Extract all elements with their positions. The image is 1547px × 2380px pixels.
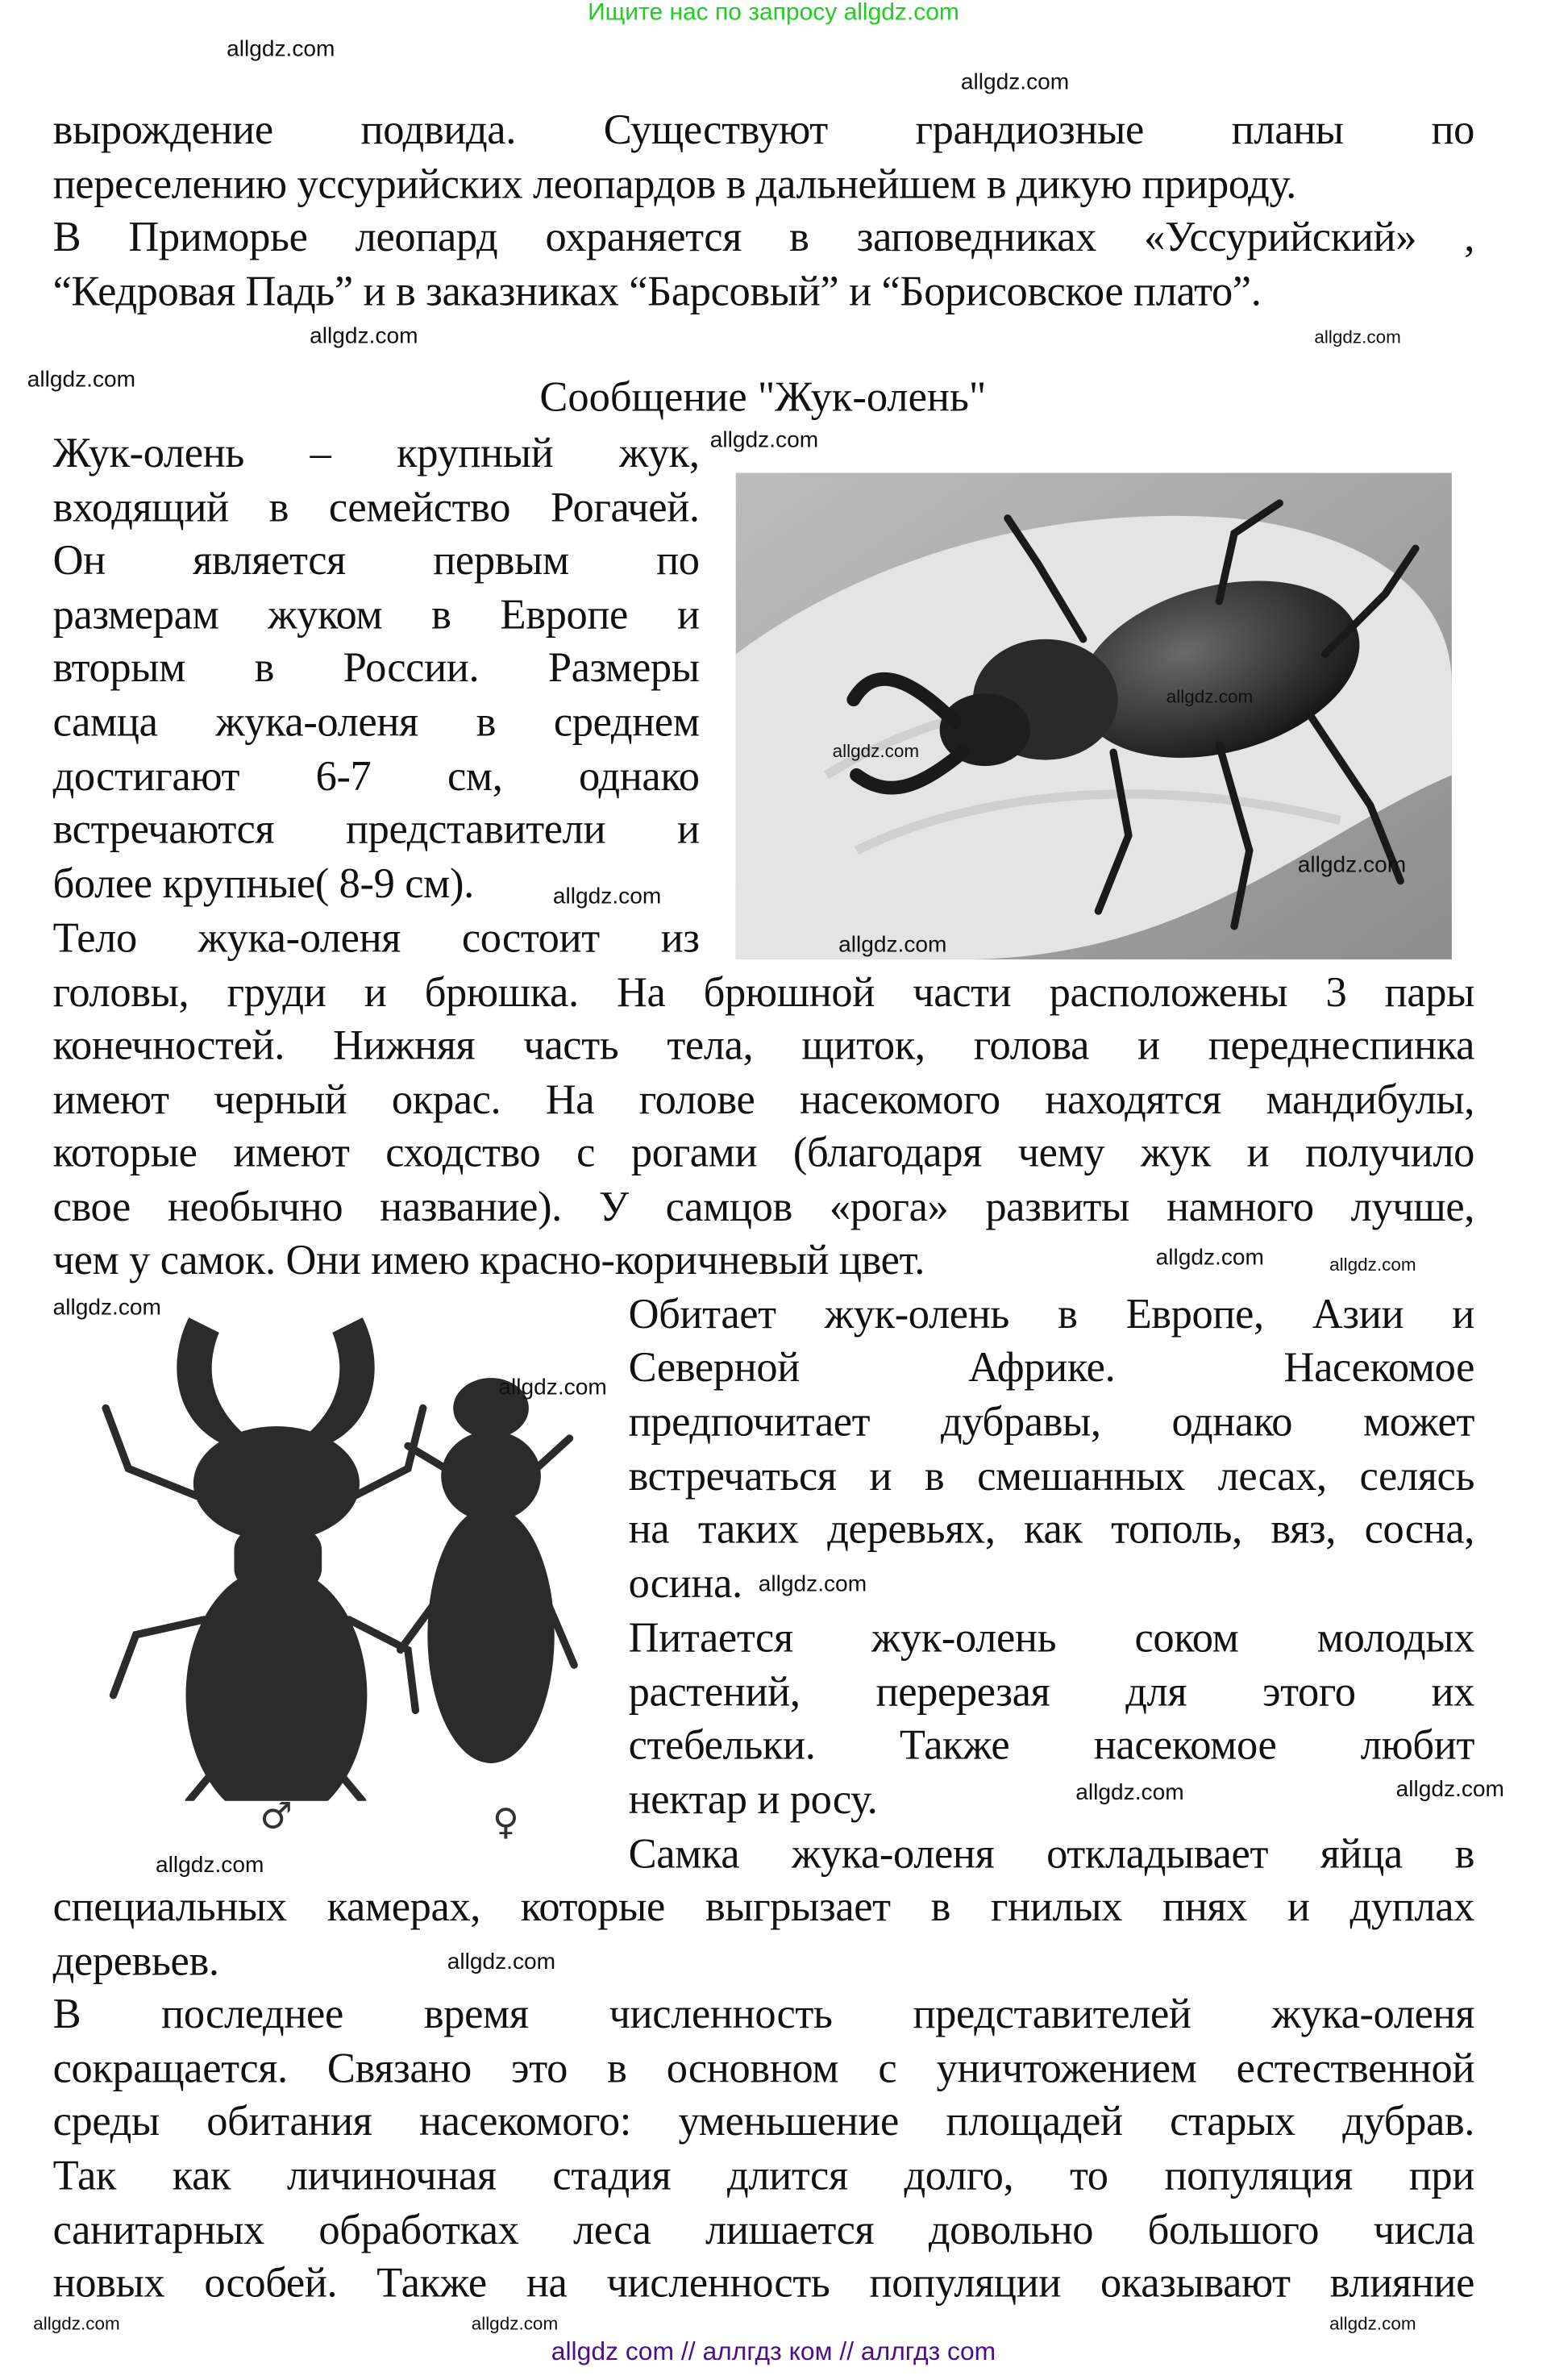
text-line: Самка жука-оленя откладывает яйца в [628,1831,1475,1879]
watermark: allgdz.com [1329,1254,1416,1275]
text-line: В Приморье леопард охраняется в заповедниках «Уссурийский» , [52,214,1475,262]
watermark: allgdz.com [447,1949,556,1975]
text-line: имеют черный окрас. На голове насекомого находятся мандибулы, [52,1077,1475,1125]
text-line: Обитает жук-олень в Европе, Азии и [628,1292,1475,1339]
text-line: Он является первым по [52,538,700,585]
text-line: вырождение подвида. Существуют грандиозные планы по [52,107,1475,155]
text-line: среды обитания насекомого: уменьшение площадей старых дубрав. [52,2098,1475,2146]
text-line: свое необычно название). У самцов «рога» развиты намного лучше, [52,1184,1475,1232]
text-line: самца жука-оленя в среднем [52,699,700,747]
text-line: на таких деревьях, как тополь, вяз, сосна, [628,1506,1475,1554]
watermark: allgdz.com [227,35,335,62]
text-line: вторым в России. Размеры [52,645,700,693]
watermark: allgdz.com [498,1375,607,1401]
text-line: конечностей. Нижняя часть тела, щиток, голова и переднеспинка [52,1022,1475,1070]
watermark: allgdz.com [709,427,819,454]
text-line: нектар и росу. [628,1776,878,1824]
watermark: allgdz.com [1155,1245,1264,1271]
watermark: allgdz.com [1297,851,1407,878]
watermark: allgdz.com [1395,1776,1504,1803]
text-line: переселению уссурийских леопардов в дальнейшем в дикую природу. [52,161,1296,209]
watermark: allgdz.com [33,2313,120,2335]
text-line: осина. [628,1560,742,1608]
watermark: allgdz.com [471,2313,559,2335]
text-line: головы, груди и брюшка. На брюшной части расположены 3 пары [52,970,1475,1017]
footer-banner[interactable]: allgdz com // аллгдз ком // аллгдз com [551,2337,996,2366]
watermark: allgdz.com [1329,2313,1416,2335]
watermark: allgdz.com [1314,326,1401,348]
watermark: allgdz.com [310,323,418,349]
text-line: растений, перерезая для этого их [628,1669,1475,1716]
text-line: более крупные( 8-9 см). [52,861,474,909]
watermark: allgdz.com [27,367,136,393]
text-line: специальных камерах, которые выгрызает в гнилых пнях и дуплах [52,1883,1475,1931]
text-line: “Кедровая Падь” и в заказниках “Барсовый” и “Борисовское плато”. [52,268,1262,316]
watermark: allgdz.com [52,1295,161,1321]
watermark: allgdz.com [1166,685,1254,708]
watermark: allgdz.com [758,1571,867,1597]
header-banner[interactable]: Ищите нас по запросу allgdz.com [588,0,959,26]
text-line: новых особей. Также на численность популяции оказывают влияние [52,2260,1475,2307]
text-line: размерам жуком в Европе и [52,592,700,639]
text-line: которые имеют сходство с рогами (благодаря чему жук и получило [52,1130,1475,1177]
text-line: В последнее время численность представителей жука-оленя [52,1991,1475,2039]
text-line: встречаются представители и [52,806,700,854]
text-line: Тело жука-оленя состоит из [52,915,700,963]
watermark: allgdz.com [832,740,920,762]
watermark: allgdz.com [156,1852,264,1879]
watermark: allgdz.com [960,69,1070,96]
text-line: санитарных обработках леса лишается довольно большого числа [52,2207,1475,2255]
text-line: сокращается. Связано это в основном с уничтожением естественной [52,2045,1475,2093]
text-line: достигают 6-7 см, однако [52,754,700,801]
text-line: предпочитает дубравы, однако может [628,1399,1475,1446]
text-line: Питается жук-олень соком молодых [628,1615,1475,1662]
watermark: allgdz.com [1075,1779,1184,1806]
text-line: чем у самок. Они имею красно-коричневый цвет. [52,1237,925,1284]
beetle-on-hand-photo [736,473,1452,959]
text-line: Так как личиночная стадия длится долго, то популяция при [52,2153,1475,2200]
text-line: деревьев. [52,1938,219,1986]
male-symbol: ♂ [260,1795,293,1837]
female-symbol: ♀ [492,1800,519,1844]
text-line: стебельки. Также насекомое любит [628,1722,1475,1770]
watermark: allgdz.com [838,932,947,959]
text-line: Северной Африке. Насекомое [628,1344,1475,1392]
text-line: входящий в семейство Рогачей. [52,485,700,532]
text-line: Жук-олень – крупный жук, [52,431,700,478]
watermark: allgdz.com [552,884,662,910]
section-title: Сообщение "Жук-олень" [539,374,987,422]
text-line: встречаться и в смешанных лесах, селясь [628,1453,1475,1500]
